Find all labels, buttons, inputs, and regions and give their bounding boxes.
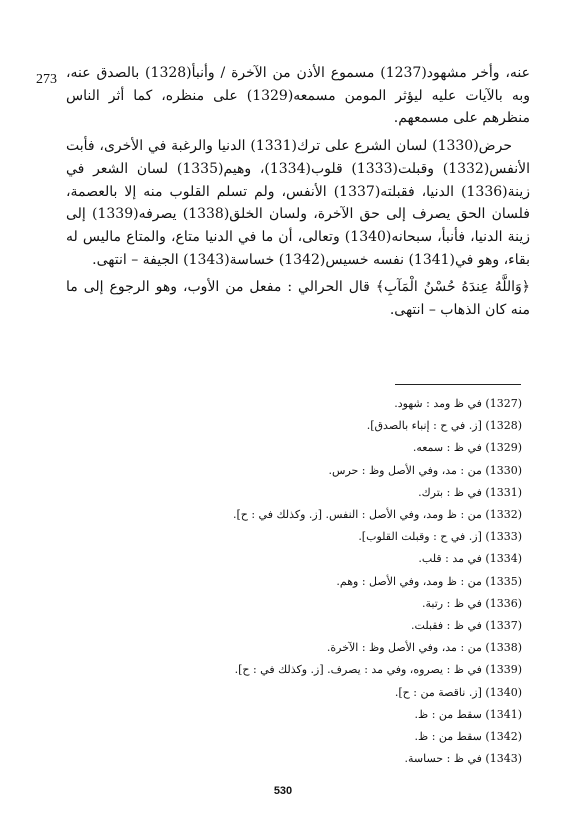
footnotes — [90, 393, 522, 770]
footnote-1327: (1327) في ظ ومد : شهود. — [394, 397, 522, 410]
footnote-separator — [395, 384, 521, 385]
footnote-1331: (1331) في ظ : بترك. — [418, 485, 522, 499]
paragraph-1: عنه، وأخر مشهود(1237) مسموع الأذن من الآخرة / وأنبأ(1328) بالصدق عنه، وبه بالآيات عليه ليؤثر المومن مسمعه(1329) على منظره، كما أثر الناس منظرهم على مسمعهم. — [66, 65, 531, 127]
footnote-1329: (1329) في ظ : سمعه. — [412, 441, 522, 455]
paragraph-2: حرض(1330) لسان الشرع على ترك(1331) الدنيا والرغبة في الأخرى، فأبت الأنفس(1332) وقبلت(1333) قلوب(1334)، وهيم(1335) لسان الشعر في زينة(1336) الدنيا، فقبلته(1337) الأنفس، ولم تسلم القلوب منه إلا بالعصمة، فلسان الحق يصرف إلى حق الآخرة، ولسان الخلق(1338) يصرفه(1339) إلى زينة الدنيا، فأنبأ، سبحانه(1340) وتعالى، أن ما في الدنيا متاع، والمتاع ماليس له بقاء، وهو في(1341) نفسه خسيس(1342) خساسة(1343) الجيفة – انتهى. — [66, 138, 531, 268]
footnote-1335: (1335) من : ظ ومد، وفي الأصل : وهم. — [336, 574, 522, 588]
paragraph-3: ﴿وَاللَّهُ عِندَهُ حُسْنُ الْمَآبِ﴾ قال الحرالي : مفعل من الأوب، وهو الرجوع إلى ما منه كان الذهاب – انتهى. — [66, 279, 530, 319]
footnote-1334: (1334) في مد : قلب. — [418, 552, 522, 566]
footnote-1336: (1336) في ظ : رتبة. — [422, 596, 522, 610]
footnote-1342: (1342) سقط من : ظ. — [414, 730, 522, 744]
footnote-1339: (1339) في ظ : يصروه، وفي مد : يصرف. [ز. وكذلك في : ح]. — [234, 663, 522, 677]
page-number: 530 — [273, 785, 293, 797]
margin-line-number: 273 — [36, 72, 57, 87]
main-text — [66, 62, 530, 327]
footnote-1340: (1340) [ز. ناقصة من : ح]. — [394, 685, 522, 699]
footnote-1332: (1332) من : ظ ومد، وفي الأصل : النفس. [ز. وكذلك في : ح]. — [232, 508, 522, 522]
footnote-1343: (1343) في ظ : حساسة. — [404, 752, 522, 766]
footnote-1341: (1341) سقط من : ظ. — [414, 707, 522, 721]
footnote-1337: (1337) في ظ : فقبلت. — [411, 619, 522, 633]
footnote-1330: (1330) من : مد، وفي الأصل وظ : حرس. — [328, 463, 522, 477]
footnote-1333: (1333) [ز. في ح : وقبلت القلوب]. — [358, 530, 522, 544]
footnote-1328: (1328) [ز. في ح : إنباء بالصدق]. — [366, 419, 522, 433]
footnote-1338: (1338) من : مد، وفي الأصل وظ : الآخرة. — [326, 641, 522, 655]
